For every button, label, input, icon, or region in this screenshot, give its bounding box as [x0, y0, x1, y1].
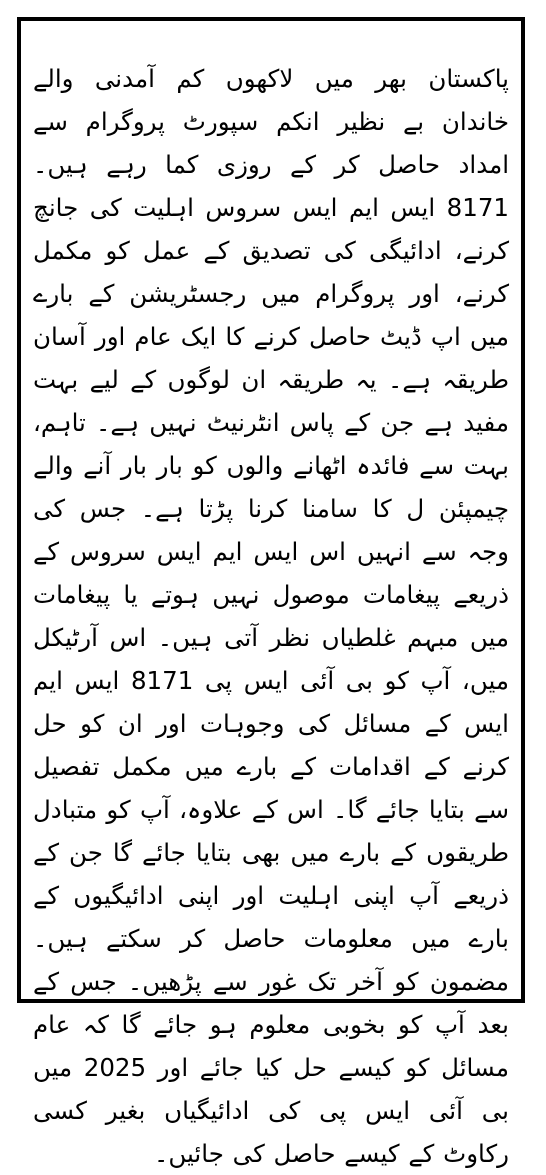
article-paragraph: پاکستان بھر میں لاکھوں کم آمدنی والے خاندان بے نظیر انکم سپورٹ پروگرام سے امداد حاصل کر کے روزی کما رہے ہیں۔ 8171 ایس ایم ایس سروس اہلیت کی جانچ کرنے، ادائیگی کی تصدیق کے عمل کو مکمل کرنے، اور پروگرام میں رجسٹریشن کے بارے میں اپ ڈیٹ حاصل کرنے کا ایک عام اور آسان طریقہ ہے۔ یہ طریقہ ان لوگوں کے لیے بہت مفید ہے جن کے پاس انٹرنیٹ نہیں ہے۔ تاہم، بہت سے فائدہ اٹھانے والوں کو بار بار آنے والے چیمپئن ل کا سامنا کرنا پڑتا ہے۔ جس کی وجہ سے انہیں اس ایس ایم ایس سروس کے ذریعے پیغامات موصول نہیں ہوتے یا پیغامات میں مبہم غلطیاں نظر آتی ہیں۔ اس آرٹیکل میں، آپ کو بی آئی ایس پی 8171 ایس ایم ایس کے مسائل کی وجوہات اور ان کو حل کرنے کے اقدامات کے بارے میں مکمل تفصیل سے بتایا جائے گا۔ اس کے علاوہ، آپ کو متبادل طریقوں کے بارے میں بھی بتایا جائے گا جن کے ذریعے آپ اپنی اہلیت اور اپنی ادائیگیوں کے بارے میں معلومات حاصل کر سکتے ہیں۔ مضمون کو آخر تک غور سے پڑھیں۔ جس کے بعد آپ کو بخوبی معلوم ہو جائے گا کہ عام مسائل کو کیسے حل کیا جائے اور 2025 میں بی آئی ایس پی کی ادائیگیاں بغیر کسی رکاوٹ کے کیسے حاصل کی جائیں۔ — [33, 64, 509, 1168]
page-border-frame — [17, 17, 525, 1168]
